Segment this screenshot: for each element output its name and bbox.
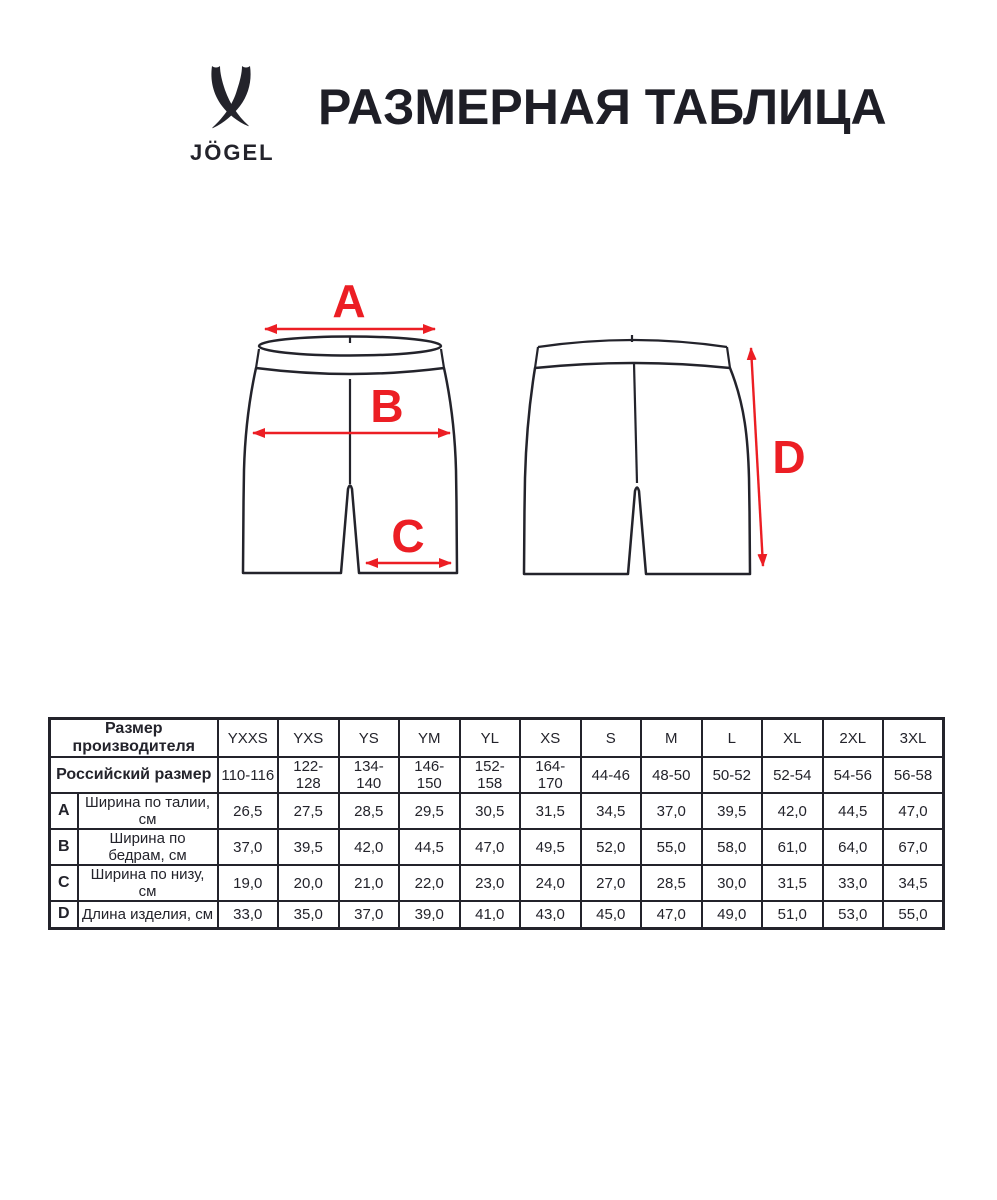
size-value: 42,0 (762, 793, 823, 829)
shorts-back-outline (524, 335, 750, 574)
size-value: 30,0 (702, 865, 763, 901)
row-label: Ширина по низу, см (78, 865, 218, 901)
size-range: 48-50 (641, 757, 702, 793)
size-code: YS (339, 719, 400, 758)
size-value: 55,0 (883, 901, 944, 928)
size-value: 39,5 (278, 829, 339, 865)
manufacturer-size-header: Размер производителя (50, 719, 218, 758)
size-value: 28,5 (641, 865, 702, 901)
size-value: 33,0 (823, 865, 884, 901)
size-code: YL (460, 719, 521, 758)
row-label: Ширина по талии, см (78, 793, 218, 829)
size-value: 35,0 (278, 901, 339, 928)
row-label: Ширина по бедрам, см (78, 829, 218, 865)
size-value: 41,0 (460, 901, 521, 928)
size-code: XL (762, 719, 823, 758)
shorts-front-outline (243, 337, 457, 574)
size-code: YXS (278, 719, 339, 758)
size-range: 54-56 (823, 757, 884, 793)
size-value: 52,0 (581, 829, 642, 865)
row-letter: D (50, 901, 78, 928)
size-value: 34,5 (883, 865, 944, 901)
size-value: 23,0 (460, 865, 521, 901)
size-range: 152-158 (460, 757, 521, 793)
size-value: 27,0 (581, 865, 642, 901)
row-letter: A (50, 793, 78, 829)
arrow-d (751, 348, 763, 566)
size-code: YM (399, 719, 460, 758)
size-value: 27,5 (278, 793, 339, 829)
size-value: 44,5 (399, 829, 460, 865)
size-value: 31,5 (762, 865, 823, 901)
size-value: 28,5 (339, 793, 400, 829)
size-code: M (641, 719, 702, 758)
size-range: 56-58 (883, 757, 944, 793)
size-value: 64,0 (823, 829, 884, 865)
size-value: 19,0 (218, 865, 279, 901)
size-value: 42,0 (339, 829, 400, 865)
dimension-label-c: C (391, 510, 425, 562)
size-value: 44,5 (823, 793, 884, 829)
table-row-a (50, 793, 944, 829)
row-label: Длина изделия, см (78, 901, 218, 928)
size-value: 24,0 (520, 865, 581, 901)
size-range: 52-54 (762, 757, 823, 793)
size-value: 39,5 (702, 793, 763, 829)
size-value: 39,0 (399, 901, 460, 928)
size-value: 37,0 (339, 901, 400, 928)
table-row-c (50, 865, 944, 901)
size-value: 49,0 (702, 901, 763, 928)
size-range: 122-128 (278, 757, 339, 793)
size-value: 37,0 (218, 829, 279, 865)
size-value: 26,5 (218, 793, 279, 829)
size-value: 29,5 (399, 793, 460, 829)
size-code: L (702, 719, 763, 758)
size-range: 164-170 (520, 757, 581, 793)
size-range: 146-150 (399, 757, 460, 793)
size-code: YXXS (218, 719, 279, 758)
row-letter: B (50, 829, 78, 865)
size-value: 67,0 (883, 829, 944, 865)
size-value: 47,0 (641, 901, 702, 928)
size-range: 110-116 (218, 757, 279, 793)
size-code: 3XL (883, 719, 944, 758)
size-value: 43,0 (520, 901, 581, 928)
size-value: 55,0 (641, 829, 702, 865)
size-value: 61,0 (762, 829, 823, 865)
jogel-wordmark: JÖGEL (190, 140, 275, 165)
dimension-label-a: A (332, 275, 366, 327)
size-value: 20,0 (278, 865, 339, 901)
size-value: 51,0 (762, 901, 823, 928)
size-code: 2XL (823, 719, 884, 758)
russian-size-header: Российский размер (50, 757, 218, 793)
size-value: 47,0 (460, 829, 521, 865)
size-code: S (581, 719, 642, 758)
dimension-label-d: D (772, 431, 806, 483)
size-value: 58,0 (702, 829, 763, 865)
table-row-d (50, 901, 944, 928)
size-code: XS (520, 719, 581, 758)
size-value: 22,0 (399, 865, 460, 901)
size-value: 21,0 (339, 865, 400, 901)
size-range: 50-52 (702, 757, 763, 793)
size-range: 44-46 (581, 757, 642, 793)
table-row-b (50, 829, 944, 865)
size-value: 45,0 (581, 901, 642, 928)
row-letter: C (50, 865, 78, 901)
dimension-label-b: B (370, 380, 404, 432)
size-value: 30,5 (460, 793, 521, 829)
size-value: 37,0 (641, 793, 702, 829)
size-value: 49,5 (520, 829, 581, 865)
page-title: РАЗМЕРНАЯ ТАБЛИЦА (318, 79, 887, 135)
table-row-russian-size (50, 757, 944, 793)
size-table-container (48, 717, 945, 930)
size-table (48, 717, 945, 930)
size-value: 47,0 (883, 793, 944, 829)
size-value: 53,0 (823, 901, 884, 928)
size-value: 33,0 (218, 901, 279, 928)
table-row-manufacturer-size (50, 719, 944, 758)
size-value: 34,5 (581, 793, 642, 829)
size-range: 134-140 (339, 757, 400, 793)
size-value: 31,5 (520, 793, 581, 829)
